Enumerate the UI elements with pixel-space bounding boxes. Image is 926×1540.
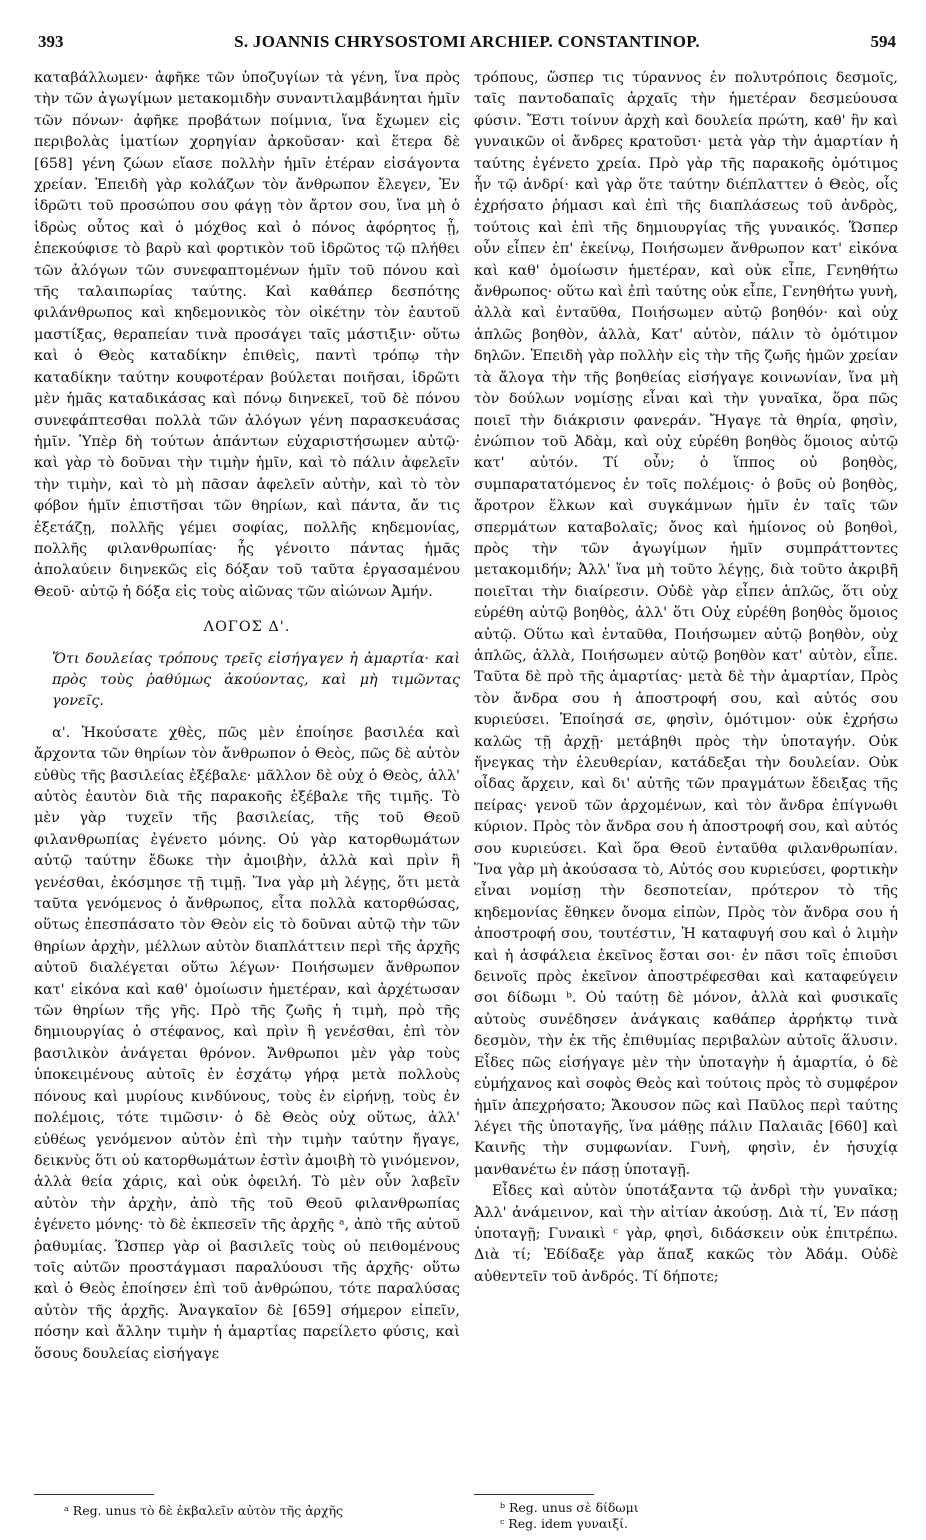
right-column [474, 68, 898, 1288]
page-number-left: 393 [38, 32, 64, 51]
paragraph: Εἶδες καὶ αὐτὸν ὑποτάξαντα τῷ ἀνδρὶ τὴν γυναῖκα; Ἀλλ' ἀνάμεινον, καὶ τὴν αἰτίαν ἀκούσῃ. Διὰ τί, Ἐν πάσῃ ὑποταγῇ; Γυναικὶ ᶜ γὰρ, φησὶ, διδάσκειν οὐκ ἐπιτρέπω. Διὰ τί; Ἐδίδαξε γὰρ ἅπαξ κακῶς τὸν Ἀδάμ. Οὐδὲ αὐθεντεῖν τοῦ ἀνδρός. Τί δήποτε; [474, 1183, 898, 1285]
footnote-b: ᵇ Reg. unus σὲ δίδωμι [500, 1500, 639, 1515]
footnote-a: ᵃ Reg. unus τὸ δὲ ἐκβαλεῖν αὐτὸν τῆς ἀρχῆς [64, 1503, 344, 1518]
section-heading: ΛΟΓΟΣ Δ'. [203, 619, 291, 636]
paragraph: καταβάλλωμεν· ἀφῆκε τῶν ὑποζυγίων τὰ γένη, ἵνα πρὸς τὴν τῶν ἀγωγίμων μετακομιδὴν συναντιλαμβάνηται ἡμῖν τῶν πόνων· ἀφῆκε προβάτων ποίμνια, ἵνα ἔχωμεν εἰς περιβολὰς ἱματίων χορηγίαν ἀρκοῦσαν· καὶ ἕτερα δὲ [658] γένη ζώων εἴασε πολλὴν ἡμῖν ἑτέραν εἰσάγοντα χρείαν. Ἐπειδὴ γὰρ κολάζων τὸν ἄνθρωπον ἔλεγεν, Ἐν ἱδρῶτι τοῦ προσώπου σου φάγῃ τὸν ἄρτον σου, ἵνα μὴ ὁ ἱδρὼς οὗτος καὶ ὁ μόχθος καὶ ὁ πόνος ἀφόρητος ᾖ, ἐπεκούφισε τὸ βαρὺ καὶ φορτικὸν τοῦ ἱδρῶτος τῷ πλήθει τῶν ἀλόγων τῶν συνεφαπτομένων ἡμῖν τοῦ πόνου καὶ τῆς ταλαιπωρίας ταύτης. Καὶ καθάπερ δεσπότης φιλάνθρωπος καὶ κηδεμονικὸς τὸν οἰκέτην τὸν ἑαυτοῦ μαστίξας, θεραπείαν τινὰ προσάγει ταῖς μάστιξιν· οὕτω καὶ ὁ Θεὸς καταδίκην ἐπιθεὶς, παντὶ τρόπῳ τὴν καταδίκην ταύτην κουφοτέραν βούλεται ποιῆσαι, ἱδρῶτι μὲν ἡμᾶς καταδικάσας καὶ πόνῳ διηνεκεῖ, τοῦ δὲ πόνου συνεφάπτεσθαι πολλὰ τῶν ἀλόγων γένη παρασκευάσας ἡμῖν. Ὑπὲρ δὴ τούτων ἁπάντων εὐχαριστήσωμεν αὐτῷ· καὶ γὰρ τὸ δοῦναι τὴν τιμὴν ἡμῖν, καὶ τὸ πάλιν ἀφελεῖν τὴν τιμὴν, καὶ τὸ μὴ πᾶσαν ἀφελεῖν αὐτὴν, καὶ τὸ τὸν φόβον ἡμῖν ἐπιστῆσαι τῶν θηρίων, καὶ πάντα, ἄν τις ἐξετάζῃ, πολλῆς γέμει σοφίας, πολλῆς κηδεμονίας, πολλῆς φιλανθρωπίας· ἧς γένοιτο πάντας ἡμᾶς ἀπολαύειν διηνεκῶς εἰς δόξαν τοῦ ταῦτα ἐργασαμένου Θεοῦ· αὐτῷ ἡ δόξα εἰς τοὺς αἰῶνας τῶν αἰώνων Ἀμήν. [34, 70, 460, 600]
paragraph: τρόπους, ὥσπερ τις τύραννος ἐν πολυτρόποις δεσμοῖς, ταῖς παντοδαπαῖς ἀρχαῖς τὴν ἡμετέραν δεσμεύουσα φύσιν. Ἔστι τοίνυν ἀρχὴ καὶ δουλεία πρώτη, καθ' ἣν καὶ γυναικῶν οἱ ἄνδρες κρατοῦσι· μετὰ γὰρ τὴν ἁμαρτίαν ἡ ταύτης ἐγένετο χρεία. Πρὸ γὰρ τῆς παρακοῆς ὁμότιμος ἦν τῷ ἀνδρί· καὶ γὰρ ὅτε ταύτην διέπλαττεν ὁ Θεὸς, οἷς ἐχρήσατο ῥήμασι καὶ ἐπὶ τῆς διαπλάσεως τοῦ ἀνδρὸς, τούτοις καὶ ἐπὶ τῆς δημιουργίας τῆς γυναικός. Ὥσπερ οὖν εἶπεν ἐπ' ἐκείνῳ, Ποιήσωμεν ἄνθρωπον κατ' εἰκόνα καὶ καθ' ὁμοίωσιν ἡμετέραν, καὶ οὐκ εἶπε, Γενηθήτω ἄνθρωπος· οὕτω καὶ ἐπὶ ταύτης οὐκ εἶπε, Γενηθήτω γυνὴ, ἀλλὰ καὶ ἐνταῦθα, Ποιήσωμεν αὐτῷ βοηθόν· καὶ οὐχ ἁπλῶς βοηθὸν, ἀλλὰ, Κατ' αὐτὸν, πάλιν τὸ ὁμότιμον δηλῶν. Ἐπειδὴ γὰρ πολλὴν εἰς τὴν τῆς ζωῆς ἡμῶν χρείαν τὰ ἄλογα τὴν τῆς βοηθείας εἰσήγαγε κοινωνίαν, ἵνα μὴ τὸν δούλων νομίσῃς εἶναι καὶ τὴν γυναῖκα, ὅρα πῶς ποιεῖ τὴν διάκρισιν φανεράν. Ἤγαγε τὰ θηρία, φησὶν, ἐνώπιον τοῦ Ἀδὰμ, καὶ οὐχ εὑρέθη βοηθὸς ὅμοιος αὐτῷ κατ' αὐτόν. Τί οὖν; ὁ ἵππος οὐ βοηθὸς, συμπαρατατόμενος ἐν τοῖς πολέμοις· ὁ βοῦς οὐ βοηθὸς, ἄροτρον ἕλκων καὶ συγκάμνων ἡμῖν ἐν ταῖς τῶν σπερμάτων καταβολαῖς; ὄνος καὶ ἡμίονος οὐ βοηθοὶ, πρὸς τὴν τῶν ἀγωγίμων ἡμῖν συμπράττοντες μετακομιδήν; Ἀλλ' ἵνα μὴ τοῦτο λέγῃς, διὰ τοῦτο ἀκριβῆ ποιεῖται τὴν διαίρεσιν. Οὐδὲ γὰρ εἶπεν ἁπλῶς, ὅτι οὐχ εὑρέθη αὐτῷ βοηθὸς, ἀλλ' ὅτι Οὐχ εὑρέθη βοηθὸς ὅμοιος αὐτῷ. Οὕτω καὶ ἐνταῦθα, Ποιήσωμεν αὐτῷ βοηθὸν, οὐχ ἁπλῶς, ἀλλὰ, Ποιήσωμεν αὐτῷ βοηθὸν κατ' αὐτὸν, εἶπε. Ταῦτα δὲ πρὸ τῆς ἁμαρτίας· μετὰ δὲ τὴν ἁμαρτίαν, Πρὸς τὸν ἄνδρα σου ἡ ἀποστροφή σου, καὶ αὐτός σου κυριεύσει. Ἐποίησά σε, φησὶν, ὁμότιμον· οὐκ ἐχρήσω καλῶς τῇ ἀρχῇ· μετάβηθι πρὸς τὴν ὑποταγήν. Οὐκ ἤνεγκας τὴν ἐλευθερίαν, κατάδεξαι τὴν δουλείαν. Οὐκ οἶδας ἄρχειν, καὶ δι' αὐτῆς τῶν πραγμάτων ἔδειξας τῆς πείρας· γενοῦ τῶν ἀρχομένων, καὶ τὸν ἄνδρα ἐπίγνωθι κύριον. Πρὸς τὸν ἄνδρα σου ἡ ἀποστροφή σου, καὶ αὐτός σου κυριεύσει. Καὶ ὅρα Θεοῦ ἐνταῦθα φιλανθρωπίαν. Ἵνα γὰρ μὴ ἀκούσασα τὸ, Αὐτός σου κυριεύσει, φορτικὴν εἶναι νομίσῃ τὴν δεσποτείαν, πρότερον τὸ τῆς κηδεμονίας ἔθηκεν ὄνομα εἰπὼν, Πρὸς τὸν ἄνδρα σου ἡ ἀποστροφή σου, τουτέστιν, Ἡ καταφυγή σου καὶ ὁ λιμὴν καὶ ἡ ἀσφάλεια ἐκεῖνος ἔσται σοι· ἐν πᾶσι τοῖς ἐπιοῦσι δεινοῖς πρὸς ἐκεῖνον ἀποστρέφεσθαι καὶ καταφεύγειν σοι δίδωμι ᵇ. Οὐ ταύτῃ δὲ μόνον, ἀλλὰ καὶ φυσικαῖς αὐτοὺς συνέδησεν ἀνάγκαις καθάπερ ἀρρήκτῳ τινὰ δεσμὸν, τὴν ἐκ τῆς ἐπιθυμίας περιβαλὼν αὐτοῖς ἅλυσιν. Εἶδες πῶς εἰσήγαγε μὲν τὴν ὑποταγὴν ἡ ἁμαρτία, ὁ δὲ εὐμήχανος καὶ σοφὸς Θεὸς καὶ τούτοις πρὸς τὸ συμφέρον ἡμῖν ἀπεχρήσατο; Ἄκουσον πῶς καὶ Παῦλος περὶ ταύτης λέγει τῆς ὑποταγῆς, ἵνα μάθῃς πάλιν Παλαιᾶς [660] καὶ Καινῆς τὴν συμφωνίαν. Γυνὴ, φησὶν, ἐν ἡσυχίᾳ μανθανέτω ἐν πάσῃ ὑποταγῇ. [474, 70, 898, 1178]
footnote-rule-left [34, 1494, 154, 1495]
page-number-right: 594 [870, 32, 896, 51]
running-title: S. JOANNIS CHRYSOSTOMI ARCHIEP. CONSTANTINOP. [234, 32, 700, 51]
running-header [38, 32, 896, 56]
section-subtitle: Ὅτι δουλείας τρόπους τρεῖς εἰσήγαγεν ἡ ἁμαρτία· καὶ πρὸς τοὺς ῥαθύμως ἀκούοντας, καὶ μὴ τιμῶντας γονεῖς. [52, 650, 460, 710]
left-column [34, 68, 460, 1365]
footnote-rule-right [474, 1494, 594, 1495]
footnote-c: ᶜ Reg. idem γυναιξί. [500, 1516, 629, 1531]
paragraph: α'. Ἠκούσατε χθὲς, πῶς μὲν ἐποίησε βασιλέα καὶ ἄρχοντα τῶν θηρίων τὸν ἄνθρωπον ὁ Θεὸς, πῶς δὲ αὐτὸν εὐθὺς τῆς βασιλείας ἐξέβαλε· μᾶλλον δὲ οὐχ ὁ Θεὸς, ἀλλ' αὐτὸς ἑαυτὸν διὰ τῆς παρακοῆς ἐξέβαλε τῆς τιμῆς. Τὸ μὲν γὰρ τυχεῖν τῆς βασιλείας, τῆς τοῦ Θεοῦ φιλανθρωπίας ἐγένετο μόνης. Οὐ γὰρ κατορθωμάτων αὐτῷ ταύτην ἔδωκε τὴν ἀμοιβὴν, ἀλλὰ καὶ πρὶν ἢ γενέσθαι, ἐκόσμησε τῇ τιμῇ. Ἵνα γὰρ μὴ λέγῃς, ὅτι μετὰ ταῦτα γενόμενος ὁ ἄνθρωπος, εἶτα πολλὰ κατορθώσας, οὕτως ἐπεσπάσατο τὸν Θεὸν εἰς τὸ δοῦναι αὐτῷ τὴν τῶν θηρίων ἀρχὴν, μέλλων αὐτὸν διαπλάττειν περὶ τῆς ἀρχῆς αὐτοῦ διαλέγεται οὕτω λέγων· Ποιήσωμεν ἄνθρωπον κατ' εἰκόνα καὶ καθ' ὁμοίωσιν ἡμετέραν, καὶ ἀρχέτωσαν τῶν θηρίων τῆς γῆς. Πρὸ τῆς ζωῆς ἡ τιμὴ, πρὸ τῆς δημιουργίας ὁ στέφανος, καὶ πρὶν ἢ γενέσθαι, ἐπὶ τὸν βασιλικὸν ἀνάγεται θρόνον. Ἄνθρωποι μὲν γὰρ τοὺς ὑποκειμένους αὐτοῖς ἐν ἐσχάτῳ γήρᾳ μετὰ πολλοὺς πόνους καὶ μυρίους κινδύνους, τοὺς ἐν εἰρήνῃ, τοὺς ἐν πολέμοις, τότε τιμῶσιν· ὁ δὲ Θεὸς οὐχ οὕτως, ἀλλ' εὐθέως γενόμενον αὐτὸν ἐπὶ τὴν τιμὴν ταύτην ἤγαγε, δεικνὺς ὅτι οὐ κατορθωμάτων ἐστὶν ἀμοιβὴ τὸ γινόμενον, ἀλλὰ θεία χάρις, καὶ οὐκ ὀφειλή. Τὸ μὲν οὖν λαβεῖν αὐτὸν τὴν ἀρχὴν, ἀπὸ τῆς τοῦ Θεοῦ φιλανθρωπίας ἐγένετο μόνης· τὸ δὲ ἐκπεσεῖν τῆς ἀρχῆς ᵃ, ἀπὸ τῆς αὐτοῦ ῥαθυμίας. Ὥσπερ γὰρ οἱ βασιλεῖς τοὺς οὐ πειθομένους τοῖς αὐτῶν προστάγμασι παραλύουσι τῆς ἀρχῆς· οὕτω καὶ ὁ Θεὸς ἐποίησεν ἐπὶ τοῦ ἀνθρώπου, τότε παραλύσας αὐτὸν τῆς ἀρχῆς. Ἀναγκαῖον δὲ [659] σήμερον εἰπεῖν, πόσην καὶ ἄλλην τιμὴν ἡ ἁμαρτίας παρείλετο φύσις, καὶ ὅσους δουλείας εἰσήγαγε [34, 724, 460, 1362]
